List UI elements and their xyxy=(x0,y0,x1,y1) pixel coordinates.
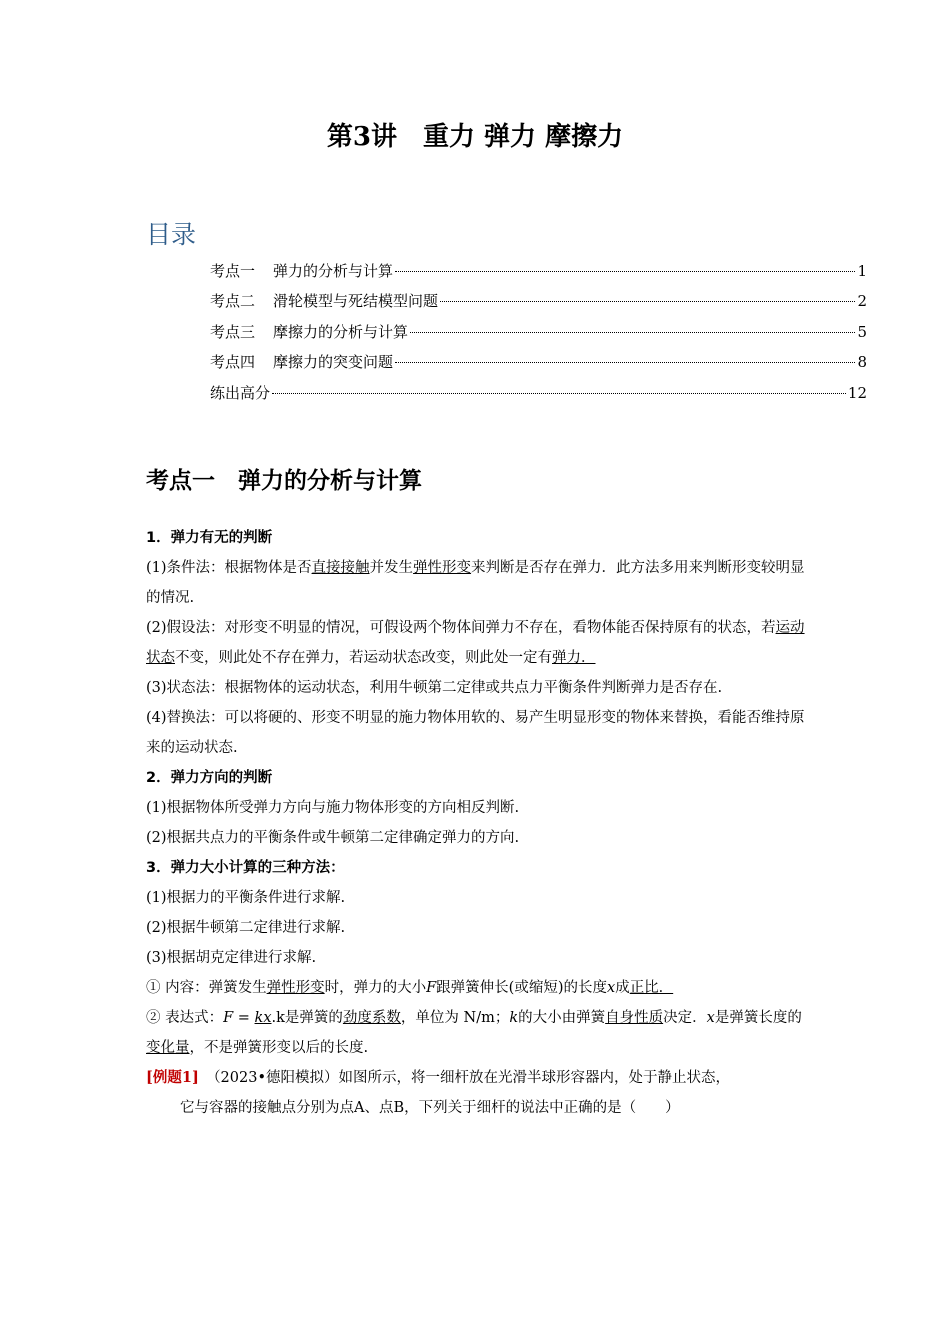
toc-item-page: 1 xyxy=(857,262,867,280)
toc-leader xyxy=(440,300,855,302)
toc-item-title: 摩擦力的突变问题 xyxy=(273,353,394,371)
section-body xyxy=(146,523,811,1123)
paragraph: (3)状态法：根据物体的运动状态，利用牛顿第二定律或共点力平衡条件判断弹力是否存在. xyxy=(146,680,723,696)
toc-item-page: 8 xyxy=(857,353,867,371)
paragraph: (1)条件法：根据物体是否直接接触并发生弹性形变来判断是否存在弹力．此方法多用来判断形变较明显的情况. xyxy=(146,560,805,606)
paragraph: (2)假设法：对形变不明显的情况，可假设两个物体间弹力不存在，看物体能否保持原有的状态，若运动状态不变，则此处不存在弹力，若运动状态改变，则此处一定有弹力． xyxy=(146,620,805,666)
toc-item[interactable] xyxy=(210,351,867,373)
paragraph: (1)根据物体所受弹力方向与施力物体形变的方向相反判断. xyxy=(146,800,520,816)
paragraph: (1)根据力的平衡条件进行求解. xyxy=(146,890,346,906)
section-heading: 考点一 弹力的分析与计算 xyxy=(146,468,422,494)
toc-heading: 目录 xyxy=(146,220,197,249)
paragraph: ② 表达式：F = kx.k是弹簧的劲度系数，单位为 N/m；k的大小由弹簧自身性质决定．x是弹簧长度的变化量，不是弹簧形变以后的长度. xyxy=(146,1010,802,1056)
paragraph: (2)根据共点力的平衡条件或牛顿第二定律确定弹力的方向. xyxy=(146,830,520,846)
toc-leader xyxy=(272,392,846,394)
toc-item-page: 2 xyxy=(857,292,867,310)
paragraph: (2)根据牛顿第二定律进行求解. xyxy=(146,920,346,936)
toc-item[interactable] xyxy=(210,260,867,282)
example: [例题1] （2023•德阳模拟）如图所示，将一细杆放在光滑半球形容器内，处于静止状态， xyxy=(146,1069,731,1086)
paragraph: ① 内容：弹簧发生弹性形变时，弹力的大小F跟弹簧伸长(或缩短)的长度x成正比． xyxy=(146,980,674,996)
toc-item-page: 5 xyxy=(857,323,867,341)
example-continuation: 它与容器的接触点分别为点A、点B，下列关于细杆的说法中正确的是（ ） xyxy=(180,1100,680,1116)
page-title: 第3讲 重力 弹力 摩擦力 xyxy=(326,122,624,152)
toc-item-label: 考点二 xyxy=(210,292,256,310)
toc-item-title: 弹力的分析与计算 xyxy=(273,262,394,280)
paragraph: (3)根据胡克定律进行求解. xyxy=(146,950,317,966)
toc-leader xyxy=(395,270,855,272)
toc-item[interactable] xyxy=(210,321,867,343)
toc-leader xyxy=(395,361,855,363)
toc-item-title: 滑轮模型与死结模型问题 xyxy=(273,292,439,310)
toc-item-title: 摩擦力的分析与计算 xyxy=(273,323,409,341)
toc-item-label: 考点四 xyxy=(210,353,256,371)
toc-item[interactable] xyxy=(210,382,867,404)
toc-item-label: 练出高分 xyxy=(210,384,271,402)
subheading: 2．弹力方向的判断 xyxy=(146,770,273,786)
paragraph: (4)替换法：可以将硬的、形变不明显的施力物体用软的、易产生明显形变的物体来替换，看能否维持原来的运动状态. xyxy=(146,710,805,756)
subheading: 3．弹力大小计算的三种方法： xyxy=(146,860,345,876)
toc-item[interactable] xyxy=(210,290,867,312)
subheading: 1．弹力有无的判断 xyxy=(146,530,273,546)
toc-leader xyxy=(410,331,855,333)
toc-item-page: 12 xyxy=(847,384,867,402)
example-tag: [例题1] xyxy=(146,1069,199,1086)
toc-item-label: 考点一 xyxy=(210,262,256,280)
toc-item-label: 考点三 xyxy=(210,323,256,341)
